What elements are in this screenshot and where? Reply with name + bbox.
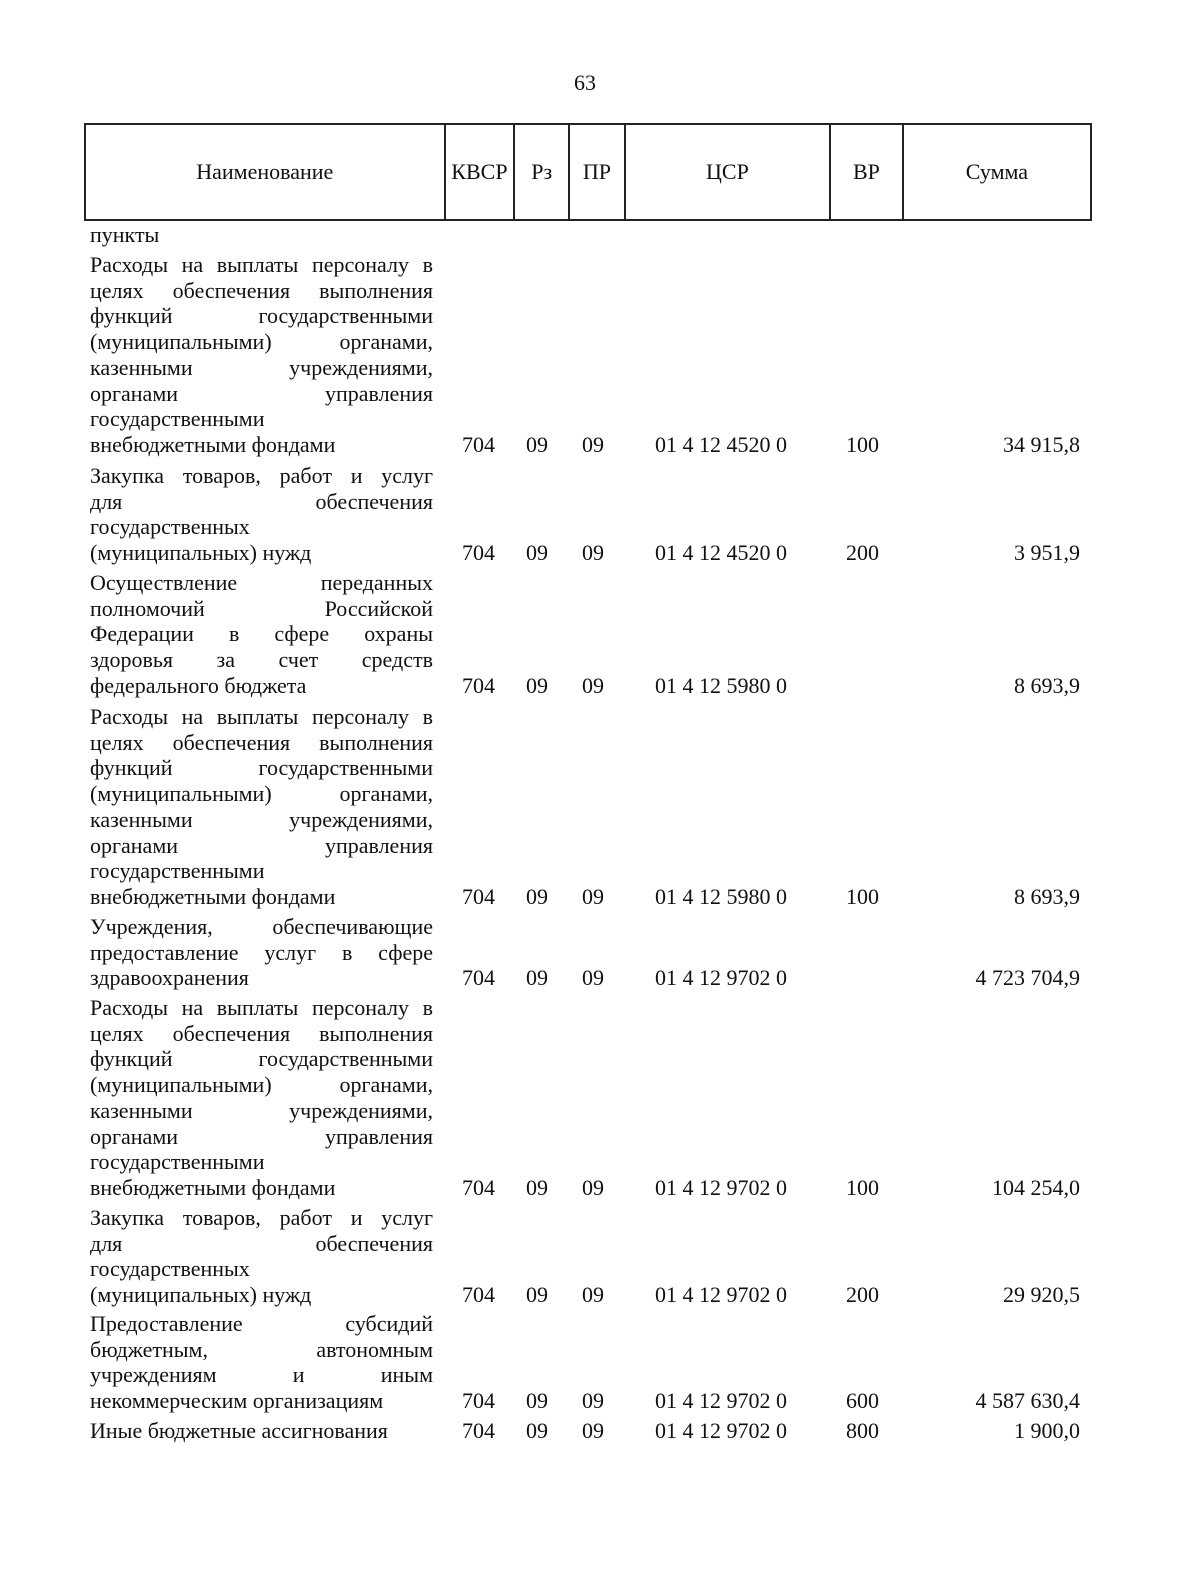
row-name xyxy=(90,1205,433,1308)
row-name-line: государственными xyxy=(90,1149,265,1175)
table-row xyxy=(0,704,1200,910)
table-row xyxy=(0,1205,1200,1308)
header-rz: Рз xyxy=(515,125,570,219)
row-name-line: органами управления xyxy=(90,380,433,406)
table-header xyxy=(84,123,1092,221)
row-name xyxy=(90,570,433,699)
header-sum: Сумма xyxy=(965,159,1029,184)
row-rz: 09 xyxy=(526,965,548,991)
row-pr: 09 xyxy=(582,883,604,909)
table-row xyxy=(0,463,1200,566)
page-number: 63 xyxy=(574,70,596,95)
row-sum: 29 920,5 xyxy=(1003,1282,1080,1308)
row-pr: 09 xyxy=(582,965,604,991)
row-name xyxy=(90,704,433,910)
row-vr: 200 xyxy=(846,540,879,566)
row-kvsr: 704 xyxy=(462,965,495,991)
row-rz: 09 xyxy=(526,883,548,909)
row-kvsr: 704 xyxy=(462,540,495,566)
row-csr: 01 4 12 5980 0 xyxy=(655,883,787,909)
row-csr: 01 4 12 4520 0 xyxy=(655,540,787,566)
row-name xyxy=(90,463,433,566)
row-name-line: Учреждения, обеспечивающие xyxy=(90,914,433,939)
row-name-line: органами управления xyxy=(90,832,433,858)
table-row xyxy=(0,914,1200,991)
row-name-line: целях обеспечения выполнения xyxy=(90,729,433,755)
row-name xyxy=(90,995,433,1201)
table-row xyxy=(0,252,1200,458)
row-pr: 09 xyxy=(582,1417,604,1443)
row-name-line: внебюджетными фондами xyxy=(90,431,336,457)
row-name xyxy=(90,1311,433,1414)
row-rz: 09 xyxy=(526,1174,548,1200)
row-sum: 1 900,0 xyxy=(1014,1417,1080,1443)
row-name-line: государственными xyxy=(90,406,265,432)
row-name-line: федерального бюджета xyxy=(90,672,307,698)
row-vr: 600 xyxy=(846,1388,879,1414)
row-sum: 4 723 704,9 xyxy=(975,965,1080,991)
continuation-row xyxy=(0,222,1200,248)
row-pr: 09 xyxy=(582,1282,604,1308)
row-name-line: (муниципальных) нужд xyxy=(90,540,312,566)
row-name-line: Федерации в сфере охраны xyxy=(90,621,433,647)
header-vr: ВР xyxy=(831,125,904,219)
row-csr: 01 4 12 9702 0 xyxy=(655,1417,787,1443)
row-name-line: казенными учреждениями, xyxy=(90,354,433,380)
row-name-line: казенными учреждениями, xyxy=(90,1097,433,1123)
row-name-line: целях обеспечения выполнения xyxy=(90,1020,433,1046)
header-pr: ПР xyxy=(570,125,626,219)
row-name-line: здоровья за счет средств xyxy=(90,647,433,673)
row-vr: 100 xyxy=(846,883,879,909)
row-name-line: для обеспечения xyxy=(90,1230,433,1256)
row-name-line: для обеспечения xyxy=(90,488,433,514)
row-csr: 01 4 12 9702 0 xyxy=(655,1282,787,1308)
row-kvsr: 704 xyxy=(462,672,495,698)
row-name-line: государственных xyxy=(90,514,250,540)
row-pr: 09 xyxy=(582,672,604,698)
table-row xyxy=(0,995,1200,1201)
row-name-line: (муниципальных) нужд xyxy=(90,1282,312,1308)
row-name-line: полномочий Российской xyxy=(90,595,433,621)
row-name-line: предоставление услуг в сфере xyxy=(90,939,433,965)
row-kvsr: 704 xyxy=(462,431,495,457)
table-row xyxy=(0,570,1200,699)
row-csr: 01 4 12 4520 0 xyxy=(655,431,787,457)
row-name-line: Предоставление субсидий xyxy=(90,1311,433,1336)
row-name-line: функций государственными xyxy=(90,303,433,329)
row-name-line: Закупка товаров, работ и услуг xyxy=(90,463,433,488)
row-pr: 09 xyxy=(582,1174,604,1200)
row-pr: 09 xyxy=(582,431,604,457)
row-name-line: Иные бюджетные ассигнования xyxy=(90,1418,388,1443)
header-name: Наименование xyxy=(86,125,446,219)
header-kvsr: КВСР xyxy=(446,125,516,219)
row-csr: 01 4 12 9702 0 xyxy=(655,1174,787,1200)
row-name-line: государственными xyxy=(90,858,265,884)
row-kvsr: 704 xyxy=(462,1417,495,1443)
row-kvsr: 704 xyxy=(462,1282,495,1308)
row-name-line: бюджетным, автономным xyxy=(90,1336,433,1362)
row-sum: 4 587 630,4 xyxy=(975,1388,1080,1414)
row-rz: 09 xyxy=(526,540,548,566)
row-name-line: казенными учреждениями, xyxy=(90,806,433,832)
table-row xyxy=(0,1311,1200,1414)
row-name-line: (муниципальными) органами, xyxy=(90,781,433,807)
row-kvsr: 704 xyxy=(462,1174,495,1200)
header-csr: ЦСР xyxy=(626,125,831,219)
row-rz: 09 xyxy=(526,1417,548,1443)
row-csr: 01 4 12 9702 0 xyxy=(655,965,787,991)
row-name-line: Закупка товаров, работ и услуг xyxy=(90,1205,433,1230)
row-name xyxy=(90,252,433,458)
row-vr: 800 xyxy=(846,1417,879,1443)
row-name xyxy=(90,914,433,991)
row-sum: 34 915,8 xyxy=(1003,431,1080,457)
row-csr: 01 4 12 5980 0 xyxy=(655,672,787,698)
row-name-line: внебюджетными фондами xyxy=(90,883,336,909)
row-name-line: функций государственными xyxy=(90,755,433,781)
row-name-line: некоммерческим организациям xyxy=(90,1388,384,1414)
row-vr: 100 xyxy=(846,431,879,457)
row-name-line: (муниципальными) органами, xyxy=(90,1072,433,1098)
row-rz: 09 xyxy=(526,431,548,457)
row-kvsr: 704 xyxy=(462,1388,495,1414)
continuation-text: пункты xyxy=(90,222,160,247)
row-sum: 104 254,0 xyxy=(992,1174,1080,1200)
table-row xyxy=(0,1418,1200,1444)
row-name-line: внебюджетными фондами xyxy=(90,1174,336,1200)
row-name-line: здравоохранения xyxy=(90,965,249,991)
row-rz: 09 xyxy=(526,1282,548,1308)
row-name-line: целях обеспечения выполнения xyxy=(90,277,433,303)
row-sum: 8 693,9 xyxy=(1014,672,1080,698)
row-name-line: функций государственными xyxy=(90,1046,433,1072)
row-rz: 09 xyxy=(526,1388,548,1414)
row-name-line: (муниципальными) органами, xyxy=(90,329,433,355)
row-name xyxy=(90,1418,433,1444)
row-sum: 8 693,9 xyxy=(1014,883,1080,909)
row-pr: 09 xyxy=(582,540,604,566)
row-kvsr: 704 xyxy=(462,883,495,909)
row-pr: 09 xyxy=(582,1388,604,1414)
row-vr: 200 xyxy=(846,1282,879,1308)
row-name-line: Расходы на выплаты персоналу в xyxy=(90,252,433,277)
row-vr: 100 xyxy=(846,1174,879,1200)
row-name-line: государственных xyxy=(90,1256,250,1282)
row-rz: 09 xyxy=(526,672,548,698)
row-name-line: органами управления xyxy=(90,1123,433,1149)
row-sum: 3 951,9 xyxy=(1014,540,1080,566)
row-csr: 01 4 12 9702 0 xyxy=(655,1388,787,1414)
row-name-line: Осуществление переданных xyxy=(90,570,433,595)
row-name-line: Расходы на выплаты персоналу в xyxy=(90,995,433,1020)
row-name-line: Расходы на выплаты персоналу в xyxy=(90,704,433,729)
row-name-line: учреждениям и иным xyxy=(90,1362,433,1388)
